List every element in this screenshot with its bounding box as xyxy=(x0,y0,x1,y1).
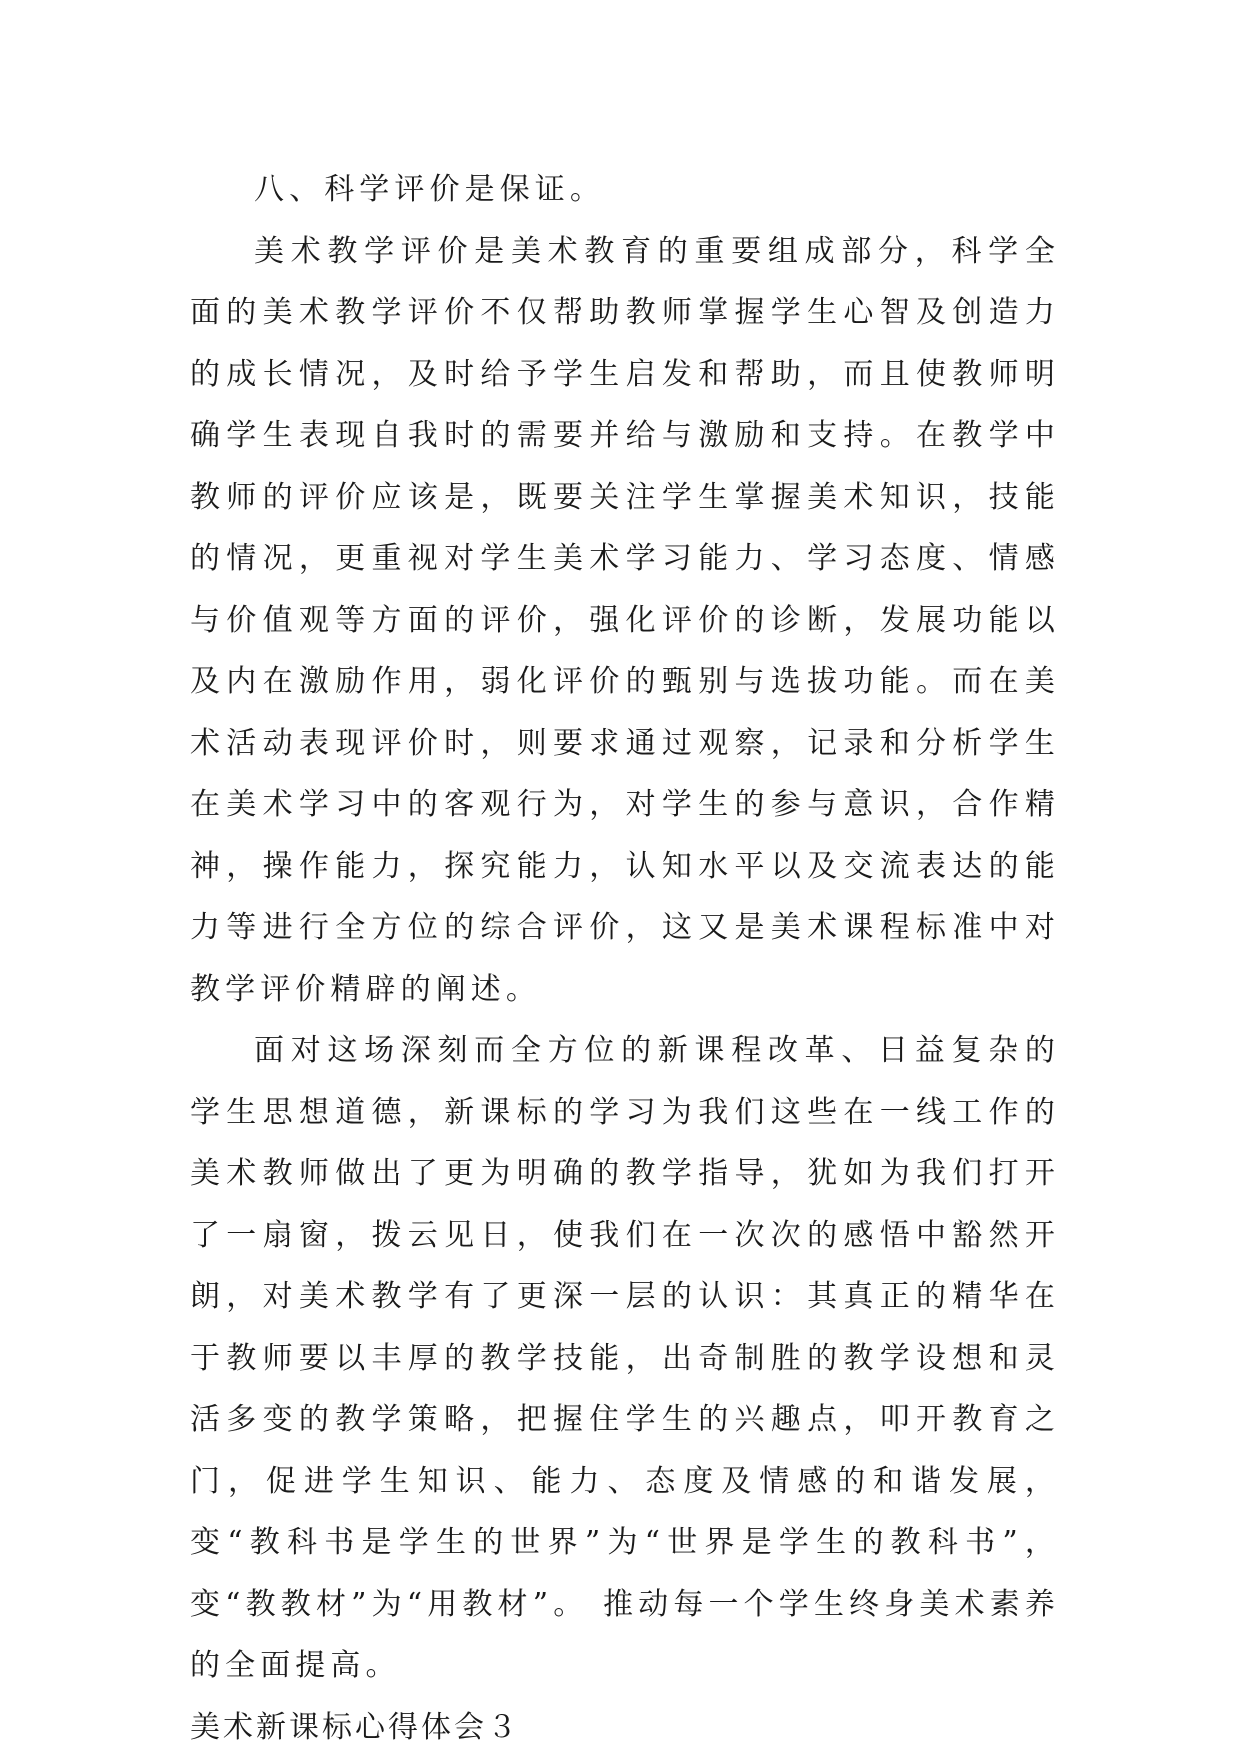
next-section-title: 美术新课标心得体会３ xyxy=(190,1697,1060,1758)
document-body xyxy=(190,159,1060,1758)
paragraph-conclusion: 面对这场深刻而全方位的新课程改革、日益复杂的学生思想道德，新课标的学习为我们这些在一线工作的美术教师做出了更为明确的教学指导，犹如为我们打开了一扇窗，拨云见日，使我们在一次次的感悟中豁然开朗，对美术教学有了更深一层的认识：其真正的精华在于教师要以丰厚的教学技能，出奇制胜的教学设想和灵活多变的教学策略，把握住学生的兴趣点，叩开教育之门，促进学生知识、能力、态度及情感的和谐发展，变“教科书是学生的世界”为“世界是学生的教科书”，变“教教材”为“用教材”。 推动每一个学生终身美术素养的全面提高。 xyxy=(190,1020,1060,1697)
paragraph-evaluation: 美术教学评价是美术教育的重要组成部分，科学全面的美术教学评价不仅帮助教师掌握学生心智及创造力的成长情况，及时给予学生启发和帮助，而且使教师明确学生表现自我时的需要并给与激励和支持。在教学中教师的评价应该是，既要关注学生掌握美术知识，技能的情况，更重视对学生美术学习能力、学习态度、情感与价值观等方面的评价，强化评价的诊断，发展功能以及内在激励作用，弱化评价的甄别与选拔功能。而在美术活动表现评价时，则要求通过观察，记录和分析学生在美术学习中的客观行为，对学生的参与意识，合作精神，操作能力，探究能力，认知水平以及交流表达的能力等进行全方位的综合评价，这又是美术课程标准中对教学评价精辟的阐述。 xyxy=(190,221,1060,1021)
section-heading: 八、科学评价是保证。 xyxy=(190,159,1060,221)
